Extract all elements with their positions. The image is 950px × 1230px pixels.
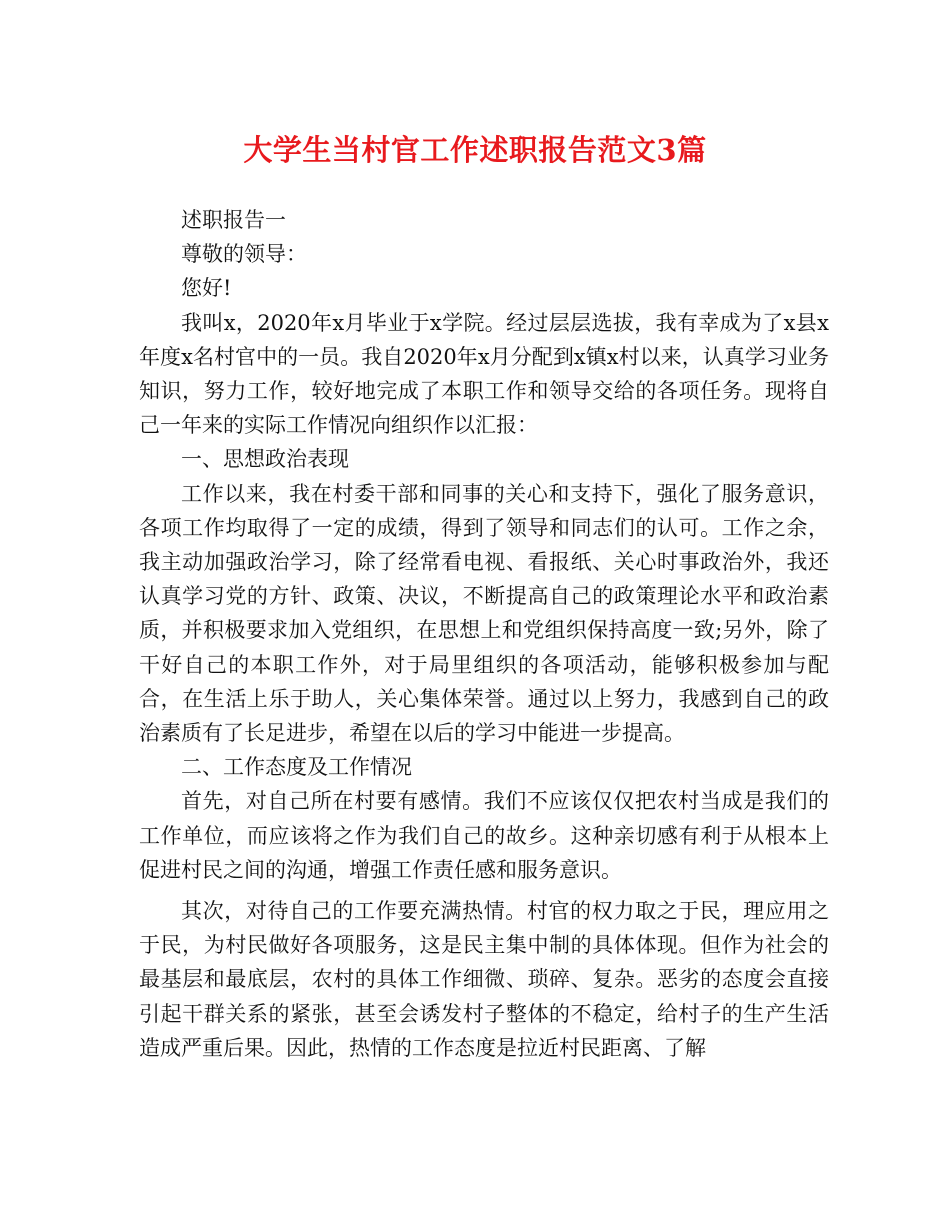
paragraph-political-performance: 工作以来，我在村委干部和同事的关心和支持下，强化了服务意识，各项工作均取得了一定的成绩，得到了领导和同志们的认可。工作之余，我主动加强政治学习，除了经常看电视、看报纸、关心时事政治外，我还认真学习党的方针、政策、决议，不断提高自己的政策理论水平和政治素质，并积极要求加入党组织，在思想上和党组织保持高度一致;另外，除了干好自己的本职工作外，对于局里组织的各项活动，能够积极参加与配合，在生活上乐于助人，关心集体荣誉。通过以上努力，我感到自己的政治素质有了长足进步，希望在以后的学习中能进一步提高。 — [139, 481, 829, 746]
paragraph-greeting: 您好! — [181, 276, 232, 301]
document-title: 大学生当村官工作述职报告范文3篇 — [243, 133, 707, 167]
paragraph-introduction: 我叫x，2020年x月毕业于x学院。经过层层选拔，我有幸成为了x县x年度x名村官中的一员。我自2020年x月分配到x镇x村以来，认真学习业务知识，努力工作，较好地完成了本职工作和领导交给的各项任务。现将自己一年来的实际工作情况向组织作以汇报： — [139, 310, 829, 438]
document-body — [139, 203, 829, 1065]
paragraph-heading-attitude: 二、工作态度及工作情况 — [181, 755, 412, 780]
paragraph-second-point: 其次，对待自己的工作要充满热情。村官的权力取之于民，理应用之于民，为村民做好各项服务，这是民主集中制的具体体现。但作为社会的最基层和最底层，农村的具体工作细微、琐碎、复杂。恶劣的态度会直接引起干群关系的紧张，甚至会诱发村子整体的不稳定，给村子的生产生活造成严重后果。因此，热情的工作态度是拉近村民距离、了解 — [139, 899, 829, 1060]
paragraph-heading-political: 一、思想政治表现 — [181, 447, 349, 472]
paragraph-section-heading: 述职报告一 — [181, 208, 286, 232]
paragraph-salutation: 尊敬的领导： — [181, 242, 307, 267]
paragraph-first-point: 首先，对自己所在村要有感情。我们不应该仅仅把农村当成是我们的工作单位，而应该将之作为我们自己的故乡。这种亲切感有利于从根本上促进村民之间的沟通，增强工作责任感和服务意识。 — [139, 789, 829, 882]
